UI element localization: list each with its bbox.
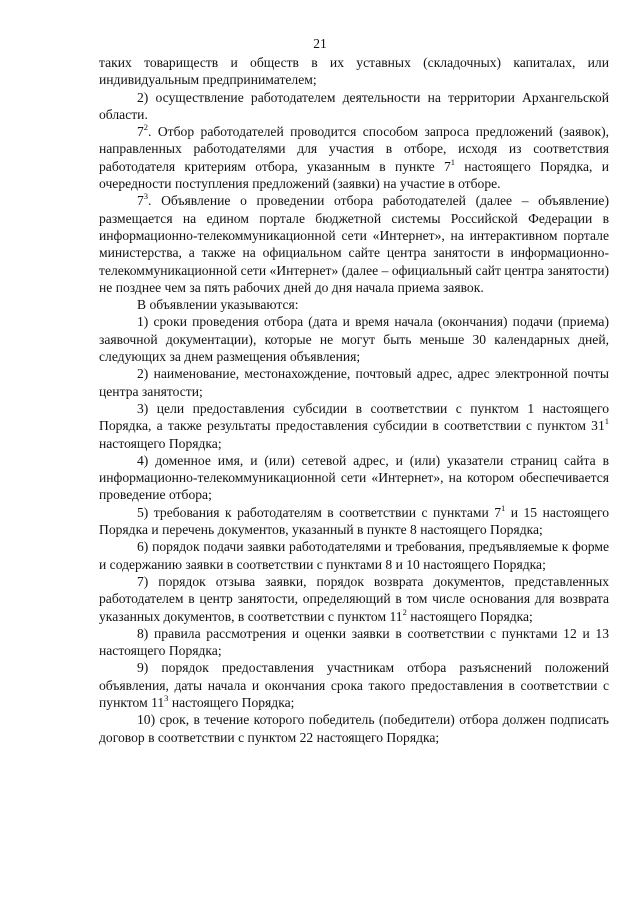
- superscript-index: 1: [450, 156, 456, 167]
- paragraph: [99, 192, 609, 296]
- text-run: 7) порядок отзыва заявки, порядок возврата документов, представленных работодателем в центр занятости, определяющий в том числе основания для возврата указанных документов, в соответствии с пунктом 11: [99, 573, 609, 624]
- superscript-index: 3: [164, 692, 169, 703]
- superscript-index: 2: [402, 606, 407, 617]
- document-body: [99, 54, 609, 746]
- text-run: В объявлении указываются:: [137, 297, 299, 313]
- text-run: 7: [137, 124, 144, 140]
- paragraph: [99, 538, 609, 573]
- text-run: 1) сроки проведения отбора (дата и время начала (окончания) подачи (приема) заявочной документации), которые не могут быть меньше 30 календарных дней, следующих за днем размещения объявления;: [99, 314, 609, 365]
- text-run: 3) цели предоставления субсидии в соответствии с пунктом 1 настоящего Порядка, а также результаты предоставления субсидии в соответствии с пунктом 31: [99, 400, 609, 434]
- paragraph: [99, 313, 609, 365]
- superscript-index: 3: [143, 191, 149, 202]
- paragraph: [99, 296, 609, 313]
- paragraph: [99, 711, 609, 746]
- paragraph: [99, 123, 609, 192]
- paragraph: [99, 504, 609, 539]
- text-run: 8) правила рассмотрения и оценки заявки в соответствии с пунктами 12 и 13 настоящего Порядка;: [99, 625, 609, 659]
- superscript-index: 1: [604, 416, 609, 427]
- text-run: настоящего Порядка;: [406, 608, 533, 624]
- paragraph: [99, 625, 609, 660]
- text-run: 9) порядок предоставления участникам отбора разъяснений положений объявления, даты начала и окончания срока такого предоставления в соответствии с пунктом 11: [99, 660, 609, 710]
- text-run: таких товариществ и обществ в их уставных (складочных) капиталах, или индивидуальным предпринимателем;: [99, 55, 609, 88]
- text-run: 5) требования к работодателям в соответствии с пунктами 7: [137, 504, 502, 520]
- text-run: 4) доменное имя, и (или) сетевой адрес, и (или) указатели страниц сайта в информационно-телекоммуникационной сети «Интернет», на котором обеспечивается проведение отбора;: [99, 452, 609, 503]
- page-number: 21: [313, 36, 327, 51]
- paragraph: [99, 400, 609, 452]
- text-run: . Отбор работодателей проводится способом запроса предложений (заявок), направленных работодателями для участия в отборе, исходя из соответствия работодателя критериям отбора, указанным в пункте 7: [99, 124, 609, 174]
- text-run: настоящего Порядка, и очередности поступления предложений (заявки) на участие в отборе.: [99, 158, 609, 192]
- paragraph: [99, 54, 609, 89]
- paragraph: [99, 452, 609, 504]
- text-run: 2) осуществление работодателем деятельности на территории Архангельской области.: [99, 89, 609, 122]
- paragraph: [99, 89, 609, 124]
- text-run: 10) срок, в течение которого победитель (победители) отбора должен подписать договор в соответствии с пунктом 22 настоящего Порядка;: [99, 712, 609, 745]
- superscript-index: 2: [143, 122, 149, 133]
- paragraph: [99, 365, 609, 400]
- text-run: настоящего Порядка;: [168, 694, 295, 710]
- text-run: и 15 настоящего Порядка и перечень документов, указанный в пункте 8 настоящего Порядка;: [99, 504, 609, 538]
- superscript-index: 1: [501, 502, 506, 513]
- text-run: . Объявление о проведении отбора работодателей (далее – объявление) размещается на едином портале бюджетной системы Российской Федерации в информационно-телекоммуникационной сети «Интернет», на интерактивном портале министерства, а также на официальном сайте центра занятости в информационно-телекоммуникационной сети «Интернет» (далее – официальный сайт центра занятости) не позднее чем за пять рабочих дней до дня начала приема заявок.: [99, 193, 609, 295]
- text-run: 7: [137, 193, 144, 209]
- text-run: 2) наименование, местонахождение, почтовый адрес, адрес электронной почты центра занятости;: [99, 366, 609, 399]
- text-run: настоящего Порядка;: [99, 435, 222, 451]
- paragraph: [99, 659, 609, 711]
- paragraph: [99, 573, 609, 625]
- text-run: 6) порядок подачи заявки работодателями и требования, предъявляемые к форме и содержанию заявки в соответствии с пунктами 8 и 10 настоящего Порядка;: [99, 539, 609, 572]
